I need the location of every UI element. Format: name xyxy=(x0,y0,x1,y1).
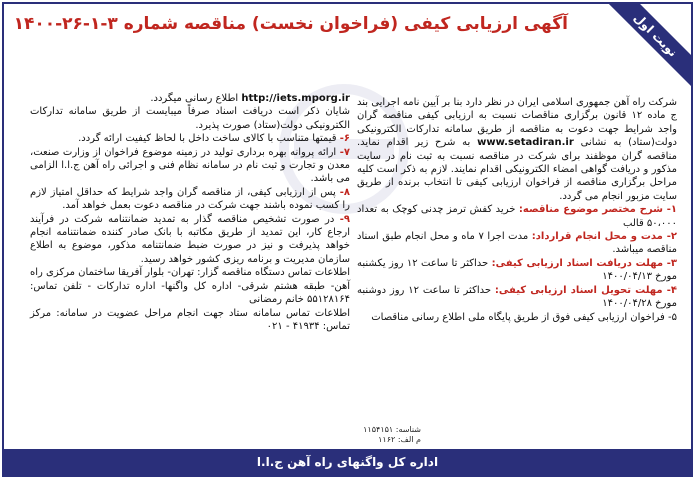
item-9-label: ۹- xyxy=(339,213,351,225)
intro-paragraph xyxy=(357,96,677,203)
item-7-text: ارائه پروانه بهره برداری تولید در زمینه موضوع فراخوان از وزارت صنعت، معدن و تجارت و ثبت نام در سامانه نظام فنی و اجرائی راه آهن ج.ا.ا الزامی می باشد. xyxy=(30,146,350,185)
shenase-code: شناسه: ۱۱۵۴۱۵۱ xyxy=(363,425,421,434)
item-1-text: خرید کفش ترمز چدنی کوچک به تعداد ۵۰،۰۰۰ قالب xyxy=(357,204,677,229)
intro-rest: به شرح زیر اقدام نماید. مناقصه گران موظفند برای شرکت در مناقصه نسبت به ثبت نام در سایت مذکور و دریافت گواهی امضاء الکترونیکی اقدام نمایند. لازم به ذکر است کلیه مراحل برگزاری مناقصه از فراخوان ارزیابی کیفی تا انتخاب برنده از طریق سایت مزبور انجام می گردد. xyxy=(357,137,677,202)
item-1 xyxy=(357,203,677,230)
item-5-text: ۵- فراخوان ارزیابی کیفی فوق از طریق پایگاه ملی اطلاع رسانی مناقصات xyxy=(371,311,677,323)
advertisement-frame xyxy=(2,2,693,477)
item-2 xyxy=(357,230,677,257)
ribbon-label: نوبت اول xyxy=(601,4,691,91)
item-4-label: ۴- مهلت تحویل اسناد ارزیابی کیفی: xyxy=(494,284,677,296)
intro-text: شرکت راه آهن جمهوری اسلامی ایران در نظر دارد بنا بر آیین نامه اجرایی بند ج ماده ۱۲ قانون برگزاری مناقصات نسبت به ارزیابی کیفی مناقصه گران واجد شرایط جهت دعوت به مناقصه از طریق سامانه تدارکات الکترونیکی دولت(ستاد) به نشانی xyxy=(357,97,677,149)
left-column xyxy=(30,92,350,333)
item-7 xyxy=(30,146,350,186)
item-3-label: ۳- مهلت دریافت اسناد ارزیابی کیفی: xyxy=(491,257,677,269)
item-9 xyxy=(30,213,350,267)
item-9-text: در صورت تشخیص مناقصه گذار به تمدید ضمانتنامه شرکت در فرآیند ارجاع کار، این تمدید از طریق مکاتبه با بانک صادر کننده ضمانتنامه انجام خواهد پذیرفت و نیز در صورت ضبط ضمانتنامه مذکور، موضوع به اطلاع سازمان مدیریت و برنامه ریزی کشور خواهد رسید. xyxy=(30,213,350,265)
item-2-text: مدت اجرا ۷ ماه و محل انجام طبق اسناد مناقصه میباشد. xyxy=(357,231,677,256)
item-2-label: ۲- مدت و محل انجام قرارداد: xyxy=(531,231,677,243)
item-5 xyxy=(357,311,677,324)
item-7-label: ۷- xyxy=(339,146,350,158)
item-6-text: قیمتها متناسب با کالای ساخت داخل با لحاظ کیفیت ارائه گردد. xyxy=(78,133,337,145)
ribbon-corner xyxy=(601,4,691,94)
footer-bar: اداره کل واگنهای راه آهن ج.ا.ا xyxy=(4,449,691,475)
iets-url[interactable]: http://iets.mporg.ir xyxy=(241,93,350,104)
item-3 xyxy=(357,257,677,284)
item-4-text: حداکثر تا ساعت ۱۲ روز دوشنبه مورخ ۱۴۰۰/۰۴/۲۸ xyxy=(357,284,677,310)
item-6-label: ۶- xyxy=(339,133,350,145)
item-3-text: حداکثر تا ساعت ۱۲ روز یکشنبه مورخ ۱۴۰۰/۰۴/۱۳ xyxy=(357,257,677,283)
setad-url[interactable]: www.setadiran.ir xyxy=(477,137,574,149)
item-4 xyxy=(357,284,677,311)
contact-2: اطلاعات تماس سامانه ستاد جهت انجام مراحل عضویت در سامانه: مرکز تماس: ۴۱۹۳۴ - ۰۲۱ xyxy=(30,307,350,332)
item-8-label: ۸- xyxy=(339,186,350,198)
malef-code: م الف: ۱۱۶۲ xyxy=(378,435,421,444)
ad-title: آگهی ارزیابی کیفی (فراخوان نخست) مناقصه شماره ۳-۱-۲۶-۱۴۰۰ xyxy=(13,14,568,34)
item-8 xyxy=(30,186,350,213)
right-column xyxy=(357,96,677,324)
item-8-text: پس از ارزیابی کیفی، از مناقصه گران واجد شرایط که حداقل امتیاز لازم را کسب نموده باشند جهت شرکت در مناقصه دعوت بعمل خواهد آمد. xyxy=(30,186,350,212)
line-2: شایان ذکر است دریافت اسناد صرفاً میبایست از طریق سامانه تدارکات الکترونیکی دولت(ستاد) صورت پذیرد. xyxy=(30,106,350,131)
item-6 xyxy=(30,132,350,145)
ad-codes xyxy=(363,425,421,445)
item-1-label: ۱- شرح مختصر موضوع مناقصه: xyxy=(518,204,677,216)
line-1 xyxy=(30,92,350,105)
line-1-text: اطلاع رسانی میگردد. xyxy=(150,93,239,104)
contact-1: اطلاعات تماس دستگاه مناقصه گزار: تهران- بلوار آفریقا ساختمان مرکزی راه آهن- طبقه هشتم شرقی- اداره کل واگنها- اداره تدارکات - تلفن تماس: ۵۵۱۲۸۱۶۴ خانم رمضانی xyxy=(30,267,350,306)
